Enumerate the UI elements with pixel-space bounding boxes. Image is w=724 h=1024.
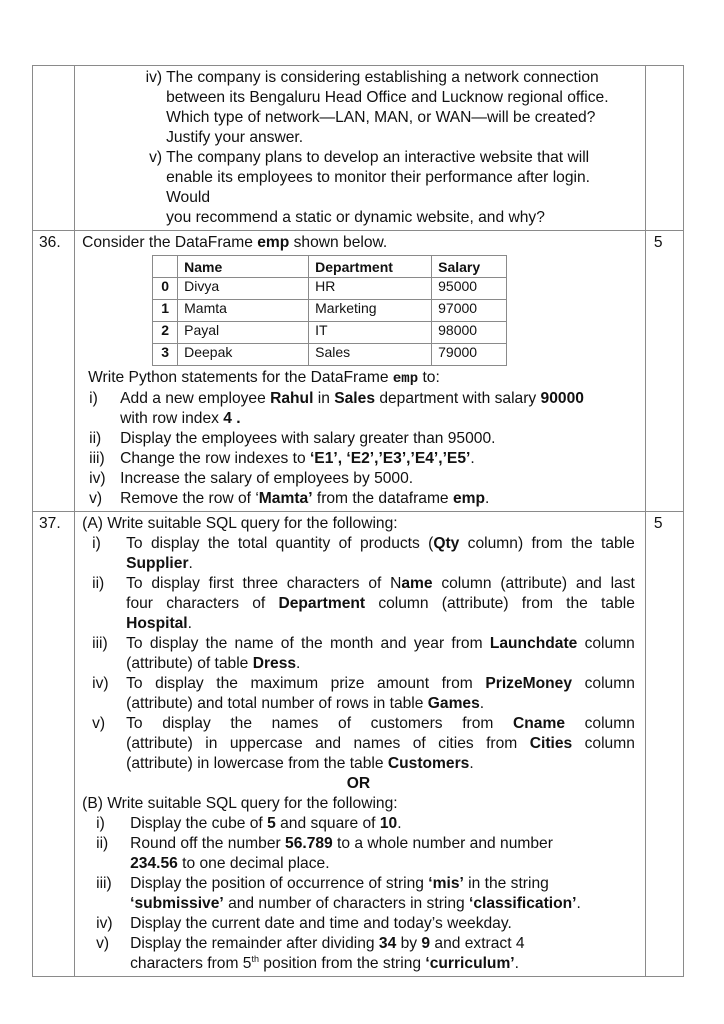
text: with row index [120, 410, 224, 427]
sub-question [82, 634, 635, 674]
text: Write Python statements for the DataFrame [88, 369, 393, 386]
table-row [153, 344, 507, 366]
row-index: 3 [153, 344, 178, 366]
text: column (attribute) from the table [365, 595, 635, 612]
bold-text: ‘classification’ [469, 895, 577, 912]
sub-question-text [130, 914, 635, 934]
sub-question-label [92, 554, 126, 574]
sub-question-text [126, 674, 635, 694]
row-index: 2 [153, 322, 178, 344]
bold-text: Cname [513, 715, 565, 732]
text: and square of [275, 815, 380, 832]
sub-question-label: ii) [89, 430, 102, 447]
text: Consider the DataFrame [82, 234, 258, 251]
sub-question-text [126, 694, 635, 714]
table-cell: Mamta [178, 300, 309, 322]
sub-question-text [130, 934, 635, 954]
text: (B) Write suitable SQL query for the following: [82, 795, 398, 812]
table-cell: Sales [309, 344, 432, 366]
table-row [153, 322, 507, 344]
bold-text: ame [401, 575, 433, 592]
text: position from the string [258, 955, 426, 972]
text: . [469, 755, 474, 772]
column-header: Name [178, 256, 309, 278]
sub-question-label: i) [96, 815, 105, 832]
text: (attribute) of table [126, 655, 253, 672]
table-cell: IT [309, 322, 432, 344]
text: column (attribute) and last [432, 575, 635, 592]
sub-question [82, 714, 635, 774]
sub-question-label: ii) [92, 575, 105, 592]
text: Add a new employee [120, 390, 271, 407]
text: and extract 4 [430, 935, 525, 952]
bold-text: 9 [421, 935, 431, 952]
text: . [188, 555, 193, 572]
sub-question-list [82, 389, 635, 509]
question-number-cell [33, 66, 75, 231]
marks-cell [645, 512, 683, 977]
sub-question-label [125, 88, 166, 108]
bold-text: PrizeMoney [485, 675, 573, 692]
sub-question [82, 429, 635, 449]
text: (attribute) and total number of rows in table [126, 695, 428, 712]
bold-text: 10 [379, 815, 398, 832]
column-header [153, 256, 178, 278]
sub-question-list [75, 66, 645, 230]
sub-question [82, 674, 635, 714]
text: characters from 5 [130, 955, 252, 972]
sub-question-text [120, 409, 635, 429]
text: four characters of [126, 595, 279, 612]
bold-text: ‘submissive’ [130, 895, 224, 912]
question-table [32, 65, 684, 977]
sub-question-text [130, 954, 635, 974]
question-number-cell [33, 512, 75, 977]
question-number: 36. [39, 234, 61, 251]
sub-question [82, 574, 635, 634]
sub-question-label [125, 208, 166, 228]
text: to a whole number and number [332, 835, 553, 852]
sub-question-label [92, 754, 126, 774]
sub-question-label [96, 954, 130, 974]
bold-text: Hospital [126, 615, 188, 632]
sub-question-label [125, 168, 166, 208]
bold-text: ‘E1’, ‘E2’,’E3’,’E4’,’E5’ [309, 450, 471, 467]
sub-question-text [166, 108, 635, 128]
sub-question-label: iii) [96, 875, 112, 892]
sub-question-label: v) [96, 935, 110, 952]
bold-text: Department [278, 595, 366, 612]
sub-question-text [166, 128, 635, 148]
text: . [576, 895, 581, 912]
table-row [153, 278, 507, 300]
bold-text: Qty [433, 535, 460, 552]
text: The company is considering establishing a network connection [166, 69, 599, 86]
text: enable its employees to monitor their performance after login. Would [166, 169, 590, 206]
text: by [396, 935, 422, 952]
sub-question-text [166, 208, 635, 228]
section-b-heading [82, 794, 635, 814]
sub-question-label: ii) [96, 835, 109, 852]
text: . [187, 615, 192, 632]
sub-question [82, 814, 635, 834]
text: The company plans to develop an interactive website that will [166, 149, 590, 166]
sub-question-text [126, 614, 635, 634]
question-row-35-continued [33, 66, 684, 231]
sub-question [82, 489, 635, 509]
table-cell: 79000 [432, 344, 507, 366]
bold-text: 34 [378, 935, 397, 952]
table-row [153, 300, 507, 322]
question-intro [82, 233, 635, 253]
table-cell: HR [309, 278, 432, 300]
sub-question [82, 469, 635, 489]
sub-question [82, 68, 635, 148]
text: . [479, 695, 485, 712]
sub-question-label [125, 108, 166, 128]
bold-text: ‘curriculum’ [425, 955, 515, 972]
text: shown below. [289, 234, 388, 251]
bold-text: Supplier [126, 555, 189, 572]
table-cell: 98000 [432, 322, 507, 344]
text: . [397, 815, 402, 832]
text: between its Bengaluru Head Office and Lucknow regional office. [166, 89, 609, 106]
question-body [75, 231, 646, 512]
sub-question-text [120, 489, 635, 509]
bold-text: 234.56 [130, 855, 178, 872]
dataframe-header-row [153, 256, 507, 278]
section-b-sub-question-list [82, 814, 635, 974]
sub-question [82, 148, 635, 228]
text: to: [418, 369, 440, 386]
bold-text: Sales [334, 390, 375, 407]
dataframe-table [152, 255, 507, 366]
bold-text: Cities [529, 735, 573, 752]
sub-question-label: iv) [89, 470, 106, 487]
sub-question [82, 914, 635, 934]
sub-question-text [130, 834, 635, 854]
sub-question-text [120, 449, 635, 469]
text: . [296, 655, 301, 672]
table-cell: Payal [178, 322, 309, 344]
bold-text: Games [427, 695, 480, 712]
sub-question-text [166, 88, 635, 108]
sub-question-text [126, 574, 635, 594]
text: column) from the table [459, 535, 635, 552]
bold-text: Rahul [270, 390, 314, 407]
text: To display the name of the month and year from [126, 635, 490, 652]
sub-question-label: v) [92, 715, 106, 732]
text: (attribute) in lowercase from the table [126, 755, 388, 772]
sub-question-text [126, 594, 635, 614]
bold-text: 90000 [540, 390, 584, 407]
text: Display the remainder after dividing [130, 935, 379, 952]
sub-question [82, 834, 635, 874]
text: in the string [463, 875, 549, 892]
sub-question-label [96, 854, 130, 874]
text: Display the position of occurrence of string [130, 875, 429, 892]
text: . [485, 490, 490, 507]
sub-question-text [126, 754, 635, 774]
text: th [251, 953, 259, 964]
bold-text: 4 . [223, 410, 241, 427]
sub-question-text [120, 469, 635, 489]
table-cell: Deepak [178, 344, 309, 366]
marks-value: 5 [653, 515, 663, 532]
sub-question-text [126, 714, 635, 734]
text: Display the cube of [130, 815, 268, 832]
text: column [572, 735, 635, 752]
bold-text: Launchdate [489, 635, 578, 652]
text: to one decimal place. [177, 855, 330, 872]
question-body [75, 66, 646, 231]
sub-question-text [120, 429, 635, 449]
text: To display first three characters of N [126, 575, 402, 592]
sub-question-label: i) [92, 535, 101, 552]
text: Display the current date and time and today’s weekday. [130, 915, 512, 932]
sub-question-label: v) [149, 149, 163, 166]
table-cell: Divya [178, 278, 309, 300]
text: . [470, 450, 475, 467]
bold-text: emp [257, 234, 290, 251]
text: you recommend a static or dynamic website, and why? [166, 209, 545, 226]
sub-question-label: iii) [89, 450, 105, 467]
question-instruction [88, 368, 635, 389]
sub-question-label [92, 614, 126, 634]
section-a-sub-question-list [82, 534, 635, 774]
sub-question-label [125, 128, 166, 148]
sub-question-label: iv) [92, 675, 109, 692]
column-header: Department [309, 256, 432, 278]
sub-question-label [89, 409, 120, 429]
sub-question-text [166, 68, 635, 88]
marks-value: 5 [653, 234, 663, 251]
text: and number of characters in string [223, 895, 470, 912]
text: in [313, 390, 335, 407]
sub-question-label: i) [89, 390, 98, 407]
text: column [572, 675, 635, 692]
bold-text: Dress [252, 655, 297, 672]
text: Round off the number [130, 835, 286, 852]
sub-question-label: iii) [92, 635, 108, 652]
sub-question-text [130, 854, 635, 874]
text: (A) Write suitable SQL query for the following: [82, 515, 398, 532]
sub-question-label [92, 734, 126, 754]
marks-cell [645, 66, 683, 231]
question-row-36 [33, 231, 684, 512]
text: . [514, 955, 519, 972]
bold-text: ‘mis’ [428, 875, 464, 892]
marks-cell [645, 231, 683, 512]
sub-question-label [92, 594, 126, 614]
text: To display the total quantity of products ( [126, 535, 434, 552]
question-row-37 [33, 512, 684, 977]
row-index: 1 [153, 300, 178, 322]
section-a-heading [82, 514, 635, 534]
bold-text: 5 [267, 815, 276, 832]
sub-question-label: iv) [145, 69, 163, 86]
text: To display the maximum prize amount from [126, 675, 486, 692]
question-number: 37. [39, 515, 61, 532]
sub-question-text [120, 389, 635, 409]
sub-question-text [126, 554, 635, 574]
bold-text: Mamta’ [258, 490, 313, 507]
text: Remove the row of ‘ [120, 490, 259, 507]
bold-text: 56.789 [285, 835, 333, 852]
sub-question-label: iv) [96, 915, 113, 932]
sub-question-text [126, 654, 635, 674]
sub-question-label [92, 694, 126, 714]
question-body [75, 512, 646, 977]
column-header: Salary [432, 256, 507, 278]
text: department with salary [375, 390, 541, 407]
or-separator: OR [346, 775, 371, 792]
text: To display the names of customers from [126, 715, 513, 732]
sub-question-label [92, 654, 126, 674]
table-cell: Marketing [309, 300, 432, 322]
table-cell: 97000 [432, 300, 507, 322]
sub-question-text [166, 148, 635, 168]
text: column [577, 635, 635, 652]
text: Change the row indexes to [120, 450, 310, 467]
question-number-cell [33, 231, 75, 512]
sub-question-label [96, 894, 130, 914]
text: (attribute) in uppercase and names of cities from [126, 735, 530, 752]
bold-text: emp [452, 490, 486, 507]
row-index: 0 [153, 278, 178, 300]
sub-question-text [130, 874, 635, 894]
text: Display the employees with salary greater than 95000. [120, 430, 496, 447]
sub-question-label: v) [89, 490, 103, 507]
sub-question-text [130, 894, 635, 914]
sub-question-text [166, 168, 635, 208]
sub-question-text [126, 534, 635, 554]
table-cell: 95000 [432, 278, 507, 300]
text: column [565, 715, 635, 732]
sub-question [82, 534, 635, 574]
sub-question [82, 874, 635, 914]
code-text: emp [392, 371, 419, 387]
sub-question-text [126, 634, 635, 654]
sub-question [82, 389, 635, 429]
bold-text: Customers [387, 755, 470, 772]
sub-question-text [130, 814, 635, 834]
text: Increase the salary of employees by 5000. [120, 470, 414, 487]
text: Which type of network—LAN, MAN, or WAN—will be created? [166, 109, 596, 126]
sub-question-text [126, 734, 635, 754]
sub-question [82, 934, 635, 974]
text: Justify your answer. [166, 129, 304, 146]
text: from the dataframe [312, 490, 453, 507]
sub-question [82, 449, 635, 469]
